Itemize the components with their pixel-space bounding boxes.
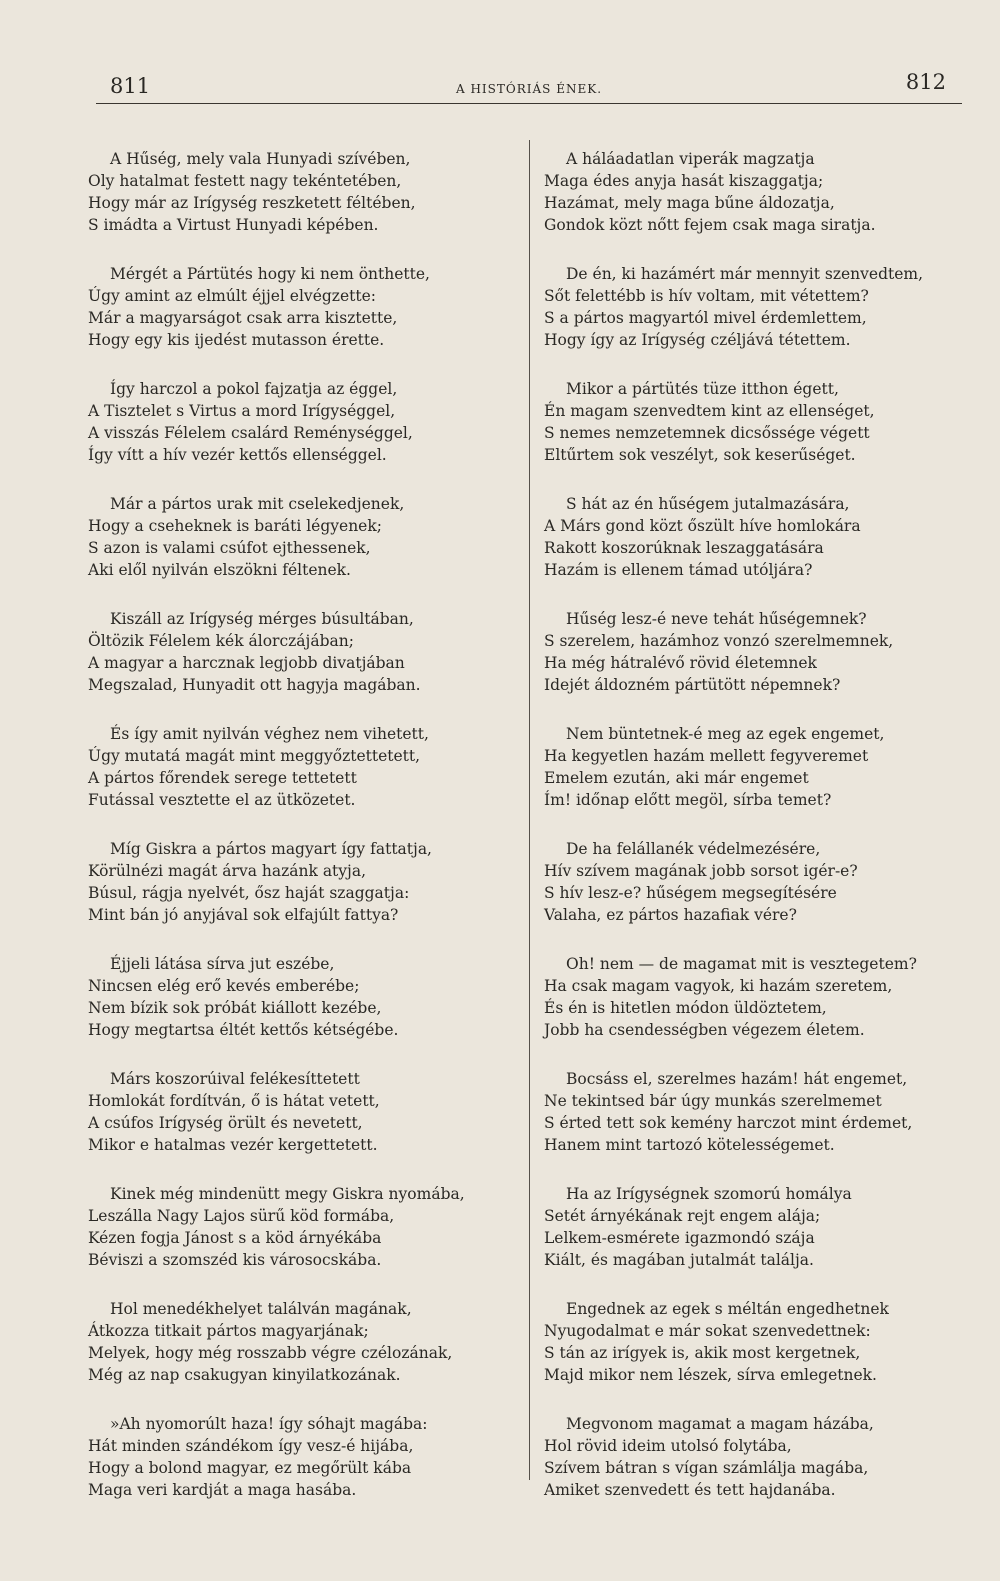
verse-line: Valaha, ez pártos hazafiak vére? — [544, 906, 797, 924]
stanza — [544, 1298, 974, 1386]
verse-line: A csúfos Irígység örült és nevetett, — [88, 1114, 363, 1132]
verse-line: És így amit nyilván véghez nem vihetett, — [110, 725, 429, 743]
right-column — [544, 148, 974, 1528]
verse-line: Megszalad, Hunyadit ott hagyja magában. — [88, 676, 421, 694]
verse-line: Kinek még mindenütt megy Giskra nyomába, — [110, 1185, 465, 1203]
verse-line: Hol menedékhelyet találván magának, — [110, 1300, 412, 1318]
verse-line: Setét árnyékának rejt engem alája; — [544, 1207, 821, 1225]
verse-line: Hogy így az Irígység czéljává tétettem. — [544, 331, 851, 349]
verse-line: Ha kegyetlen hazám mellett fegyveremet — [544, 747, 869, 765]
verse-line: Hazám is ellenem támad utóljára? — [544, 561, 813, 579]
verse-line: Átkozza titkait pártos magyarjának; — [88, 1322, 369, 1340]
verse-line: Béviszi a szomszéd kis városocskába. — [88, 1251, 382, 1269]
verse-line: Kiált, és magában jutalmát találja. — [544, 1251, 814, 1269]
verse-line: Hogy a bolond magyar, ez megőrült kába — [88, 1459, 412, 1477]
stanza — [544, 148, 974, 236]
verse-line: Amiket szenvedett és tett hajdanába. — [544, 1481, 836, 1499]
verse-line: S hát az én hűségem jutalmazására, — [566, 495, 850, 513]
verse-line: Úgy amint az elmúlt éjjel elvégzette: — [88, 287, 376, 305]
left-column — [88, 148, 518, 1528]
verse-line: Így vítt a hív vezér kettős ellenséggel. — [88, 446, 387, 464]
stanza — [544, 953, 974, 1041]
column-divider — [529, 140, 530, 1480]
page-number-right: 812 — [905, 70, 946, 94]
verse-line: Hogy már az Irígység reszketett féltében, — [88, 194, 416, 212]
verse-line: Én magam szenvedtem kint az ellenséget, — [544, 402, 875, 420]
verse-line: Idejét áldozném pártütött népemnek? — [544, 676, 841, 694]
verse-line: Mikor a pártütés tüze itthon égett, — [566, 380, 839, 398]
stanza — [88, 493, 518, 581]
stanza — [544, 1413, 974, 1501]
stanza — [88, 1413, 518, 1501]
verse-line: Hív szívem magának jobb sorsot igér-e? — [544, 862, 858, 880]
verse-line: S azon is valami csúfot ejthessenek, — [88, 539, 371, 557]
stanza — [544, 838, 974, 926]
verse-line: Nem bízik sok próbát kiállott kezébe, — [88, 999, 382, 1017]
verse-line: Nincsen elég erő kevés emberébe; — [88, 977, 360, 995]
verse-line: Oly hatalmat festett nagy tekéntetében, — [88, 172, 402, 190]
stanza — [544, 378, 974, 466]
verse-line: Márs koszorúival felékesíttetett — [110, 1070, 360, 1088]
verse-line: A Hűség, mely vala Hunyadi szívében, — [110, 150, 411, 168]
verse-line: A háláadatlan viperák magzatja — [566, 150, 815, 168]
verse-line: Ím! időnap előtt megöl, sírba temet? — [544, 791, 832, 809]
verse-line: S nemes nemzetemnek dicsőssége végett — [544, 424, 870, 442]
verse-line: Hát minden szándékom így vesz-é hijába, — [88, 1437, 414, 1455]
verse-line: A visszás Félelem csalárd Reménységgel, — [88, 424, 413, 442]
verse-line: Öltözik Félelem kék álorczájában; — [88, 632, 354, 650]
header-rule — [96, 103, 962, 104]
page-header — [100, 68, 958, 102]
verse-line: Maga édes anyja hasát kiszaggatja; — [544, 172, 824, 190]
verse-line: A pártos főrendek serege tettetett — [88, 769, 357, 787]
page-number-left: 811 — [110, 74, 151, 98]
stanza — [88, 953, 518, 1041]
verse-line: Homlokát fordítván, ő is hátat vetett, — [88, 1092, 380, 1110]
stanza — [544, 723, 974, 811]
stanza — [88, 263, 518, 351]
verse-line: Körülnézi magát árva hazánk atyja, — [88, 862, 367, 880]
verse-line: Ha csak magam vagyok, ki hazám szeretem, — [544, 977, 893, 995]
verse-line: Emelem ezután, aki már engemet — [544, 769, 809, 787]
verse-line: Jobb ha csendességben végezem életem. — [544, 1021, 865, 1039]
verse-line: S a pártos magyartól mivel érdemlettem, — [544, 309, 867, 327]
verse-line: Hanem mint tartozó kötelességemet. — [544, 1136, 835, 1154]
stanza — [544, 493, 974, 581]
verse-line: Szívem bátran s vígan számlálja magába, — [544, 1459, 869, 1477]
verse-line: Majd mikor nem lészek, sírva emlegetnek. — [544, 1366, 877, 1384]
verse-line: A Márs gond közt őszült híve homlokára — [544, 517, 861, 535]
verse-line: Oh! nem — de magamat mit is vesztegetem? — [566, 955, 917, 973]
running-title: A HISTÓRIÁS ÉNEK. — [455, 82, 603, 96]
verse-line: Nem büntetnek-é meg az egek engemet, — [566, 725, 885, 743]
verse-line: A magyar a harcznak legjobb divatjában — [88, 654, 405, 672]
verse-line: A Tisztelet s Virtus a mord Irígységgel, — [88, 402, 396, 420]
verse-line: Melyek, hogy még rosszabb végre czélozának, — [88, 1344, 453, 1362]
verse-line: S imádta a Virtust Hunyadi képében. — [88, 216, 379, 234]
verse-line: S szerelem, hazámhoz vonzó szerelmemnek, — [544, 632, 894, 650]
verse-line: S hív lesz-e? hűségem megsegítésére — [544, 884, 837, 902]
verse-line: Gondok közt nőtt fejem csak maga siratja. — [544, 216, 876, 234]
stanza — [88, 1298, 518, 1386]
verse-line: Rakott koszorúknak leszaggatására — [544, 539, 824, 557]
stanza — [88, 838, 518, 926]
verse-line: »Ah nyomorúlt haza! így sóhajt magába: — [110, 1415, 428, 1433]
verse-line: Nyugodalmat e már sokat szenvedettnek: — [544, 1322, 871, 1340]
stanza — [544, 1068, 974, 1156]
stanza — [544, 1183, 974, 1271]
stanza — [88, 723, 518, 811]
verse-line: Hűség lesz-é neve tehát hűségemnek? — [566, 610, 867, 628]
stanza — [88, 1183, 518, 1271]
stanza — [88, 608, 518, 696]
verse-line: Megvonom magamat a magam házába, — [566, 1415, 874, 1433]
verse-line: Míg Giskra a pártos magyart így fattatja, — [110, 840, 432, 858]
verse-line: Hazámat, mely maga bűne áldozatja, — [544, 194, 835, 212]
verse-line: Éjjeli látása sírva jut eszébe, — [110, 955, 335, 973]
stanza — [88, 378, 518, 466]
verse-line: Hogy megtartsa éltét kettős kétségébe. — [88, 1021, 399, 1039]
verse-line: De én, ki hazámért már mennyit szenvedtem, — [566, 265, 924, 283]
verse-line: Már a magyarságot csak arra kisztette, — [88, 309, 398, 327]
verse-line: Maga veri kardját a maga hasába. — [88, 1481, 357, 1499]
stanza — [88, 1068, 518, 1156]
verse-line: Kiszáll az Irígység mérges búsultában, — [110, 610, 414, 628]
verse-line: Hogy egy kis ijedést mutasson érette. — [88, 331, 385, 349]
verse-line: Már a pártos urak mit cselekedjenek, — [110, 495, 405, 513]
verse-line: S érted tett sok kemény harczot mint érdemet, — [544, 1114, 913, 1132]
verse-line: Lelkem-esmérete igazmondó szája — [544, 1229, 815, 1247]
verse-line: Eltűrtem sok veszélyt, sok keserűséget. — [544, 446, 856, 464]
verse-line: Kézen fogja Jánost s a köd árnyékába — [88, 1229, 382, 1247]
verse-line: Így harczol a pokol fajzatja az éggel, — [110, 380, 398, 398]
verse-line: S tán az irígyek is, akik most kergetnek, — [544, 1344, 861, 1362]
stanza — [544, 263, 974, 351]
verse-line: Leszálla Nagy Lajos sürű köd formába, — [88, 1207, 395, 1225]
verse-line: De ha felállanék védelmezésére, — [566, 840, 821, 858]
verse-line: Engednek az egek s méltán engedhetnek — [566, 1300, 889, 1318]
verse-line: Mint bán jó anyjával sok elfajúlt fattya? — [88, 906, 399, 924]
verse-line: Még az nap csakugyan kinyilatkozának. — [88, 1366, 401, 1384]
verse-line: Mikor e hatalmas vezér kergettetett. — [88, 1136, 378, 1154]
verse-line: Hogy a cseheknek is baráti légyenek; — [88, 517, 382, 535]
verse-line: Mérgét a Pártütés hogy ki nem önthette, — [110, 265, 430, 283]
verse-line: Aki elől nyilván elszökni féltenek. — [88, 561, 351, 579]
verse-line: Úgy mutatá magát mint meggyőztettetett, — [88, 747, 421, 765]
stanza — [88, 148, 518, 236]
verse-line: Ha az Irígységnek szomorú homálya — [566, 1185, 852, 1203]
verse-line: Búsul, rágja nyelvét, ősz haját szaggatja: — [88, 884, 410, 902]
verse-line: Futással vesztette el az ütközetet. — [88, 791, 356, 809]
verse-line: Sőt felettébb is hív voltam, mit vétettem? — [544, 287, 869, 305]
verse-line: Ne tekintsed bár úgy munkás szerelmemet — [544, 1092, 882, 1110]
stanza — [544, 608, 974, 696]
verse-line: Bocsáss el, szerelmes hazám! hát engemet, — [566, 1070, 908, 1088]
verse-line: Ha még hátralévő rövid életemnek — [544, 654, 817, 672]
verse-line: És én is hitetlen módon üldöztetem, — [544, 999, 827, 1017]
verse-line: Hol rövid ideim utolsó folytába, — [544, 1437, 792, 1455]
